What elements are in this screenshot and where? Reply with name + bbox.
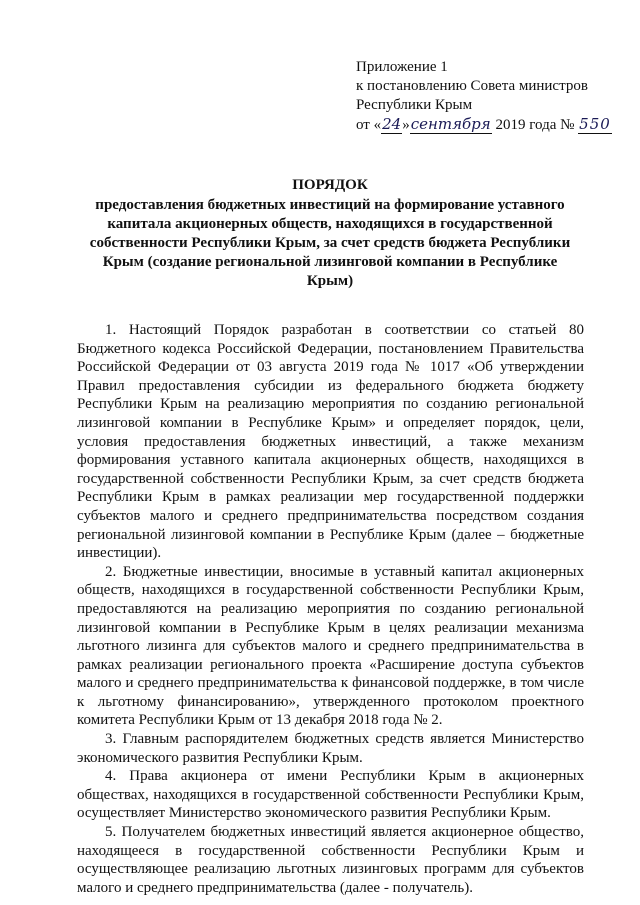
date-year: 2019 года № (495, 117, 575, 133)
paragraph-4: 4. Права акционера от имени Республики Крым в акционерных обществах, находящихся в государственной собственности Республики Крым, осуществляет Министерство экономического развития Республики Крым. (77, 768, 584, 822)
handwritten-day: 24 (382, 115, 402, 133)
date-mid: » (402, 117, 410, 133)
paragraph-2: 2. Бюджетные инвестиции, вносимые в уставный капитал акционерных обществ, находящихся в государственной собственности Республики Крым, предоставляются на реализацию мероприятия по созданию региональной лизинговой компании в Республике Крым в целях реализации механизма льготного лизинга для субъектов малого и среднего предпринимательства в рамках реализации регионального проекта «Расширение доступа субъектов малого и среднего предпринимательства к финансовой поддержке, в том числе к льготному финансированию», утвержденного протоколом проектного комитета Республики Крым от 13 декабря 2018 года № 2. (77, 563, 584, 729)
title-main: ПОРЯДОК (292, 177, 368, 193)
date-prefix: от « (356, 117, 382, 133)
handwritten-number: 550 (579, 115, 611, 133)
appendix-line-2: к постановлению Совета министров (356, 78, 588, 94)
paragraph-1: 1. Настоящий Порядок разработан в соответствии со статьей 80 Бюджетного кодекса Российской Федерации, постановлением Правительства Российской Федерации от 03 августа 2019 года № 1017 «Об утверждении Правил предоставления субсидии из федерального бюджета бюджету Республики Крым на реализацию мероприятия по созданию региональной лизинговой компании в Республике Крым» и определяет порядок, цели, условия предоставления бюджетных инвестиций, а также механизм формирования уставного капитала акционерных обществ, находящихся в государственной собственности Республики Крым, за счет средств бюджета Республики Крым в рамках реализации мер государственной поддержки субъектов малого и среднего предпринимательства посредством создания региональной лизинговой компании в Республике Крым (далее – бюджетные инвестиции). (77, 322, 584, 562)
appendix-line-3: Республики Крым (356, 97, 473, 113)
title-sub: предоставления бюджетных инвестиций на формирование уставного капитала акционерных обществ, находящихся в государственной собственности Республики Крым, за счет средств бюджета Республики Крым (создание региональной лизинговой компании в Республике Крым) (89, 197, 571, 289)
handwritten-month: сентября (410, 115, 491, 133)
document-body (77, 321, 584, 897)
paragraph-5: 5. Получателем бюджетных инвестиций является акционерное общество, находящееся в государственной собственности Республики Крым и осуществляющее реализацию льготных лизинговых программ для субъектов малого и среднего предпринимательства (далее - получатель). (77, 824, 584, 896)
appendix-line-1: Приложение 1 (356, 59, 448, 75)
paragraph-3: 3. Главным распорядителем бюджетных средств является Министерство экономического развития Республики Крым. (77, 731, 584, 766)
appendix-date-line (356, 115, 612, 135)
document-title (80, 176, 580, 291)
appendix-header (356, 58, 612, 135)
